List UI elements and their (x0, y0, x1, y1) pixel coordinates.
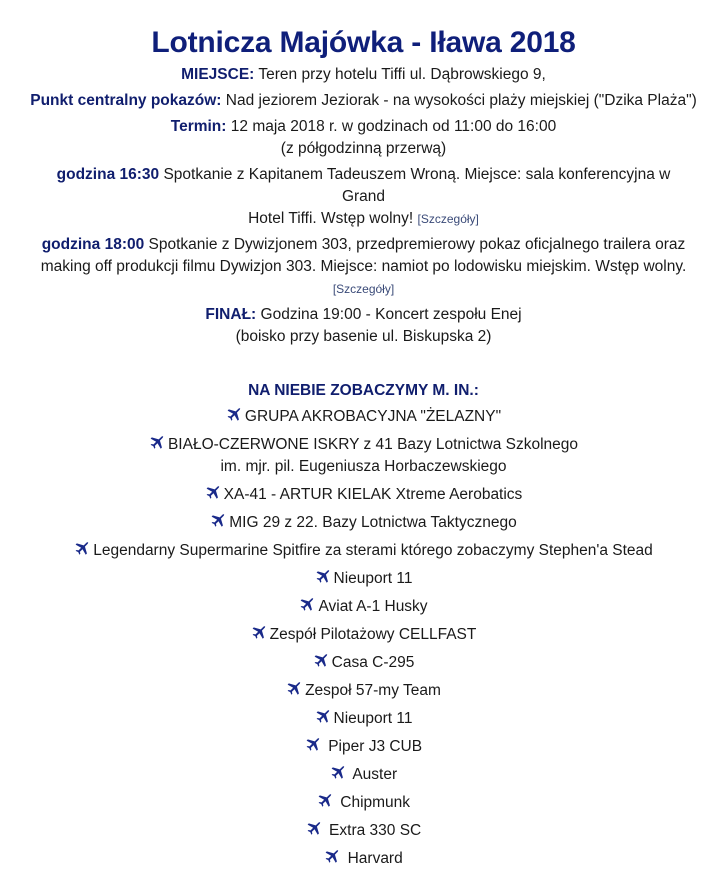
event-1800-text-2: making off produkcji filmu Dywizjon 303. Miejsce: namiot po lodowisku miejskim. Wstęp wolny. (40, 258, 687, 275)
date-label: Termin: (170, 118, 227, 135)
event-1630-text-2: Hotel Tiffi. Wstęp wolny! (248, 210, 414, 227)
center-point-value: Nad jeziorem Jeziorak - na wysokości plaży miejskiej ("Dzika Plaża") (225, 92, 697, 109)
plane-icon (313, 653, 329, 669)
event-1630-details-link[interactable]: [Szczegóły] (417, 212, 479, 226)
list-item (0, 764, 727, 786)
final-label: FINAŁ: (205, 306, 257, 323)
aircraft-name: Extra 330 SC (324, 822, 422, 839)
aircraft-name: Chipmunk (335, 794, 411, 811)
sky-heading: NA NIEBIE ZOBACZYMY M. IN.: (248, 382, 479, 399)
aircraft-name-continued: im. mjr. pil. Eugeniusza Horbaczewskiego (220, 458, 507, 475)
plane-icon (251, 625, 267, 641)
aircraft-name: MIG 29 z 22. Bazy Lotnictwa Taktycznego (229, 514, 517, 531)
aircraft-name: Zespoł 57-my Team (305, 682, 441, 699)
event-1800-details-link[interactable]: [Szczegóły] (332, 282, 395, 296)
aircraft-name: Piper J3 CUB (323, 738, 423, 755)
plane-icon (315, 709, 331, 725)
list-item (0, 848, 727, 870)
aircraft-name: BIAŁO-CZERWONE ISKRY z 41 Bazy Lotnictwa Szkolnego (167, 436, 579, 453)
plane-icon (305, 737, 321, 753)
venue-block (0, 64, 727, 86)
plane-icon (210, 513, 226, 529)
plane-icon (149, 435, 165, 451)
aircraft-name: Auster (348, 766, 398, 783)
aircraft-name: Harvard (343, 850, 403, 867)
list-item (0, 652, 727, 674)
aircraft-name: GRUPA AKROBACYJNA "ŻELAZNY" (244, 408, 502, 425)
list-item (0, 434, 727, 478)
list-item (0, 792, 727, 814)
plane-icon (324, 849, 340, 865)
plane-icon (306, 821, 322, 837)
date-value: 12 maja 2018 r. w godzinach od 11:00 do 16:00 (230, 118, 557, 135)
date-note: (z półgodzinną przerwą) (280, 140, 447, 157)
plane-icon (286, 681, 302, 697)
venue-label: MIEJSCE: (181, 66, 255, 83)
plane-icon (205, 485, 221, 501)
list-item (0, 540, 727, 562)
list-item (0, 512, 727, 534)
venue-value: Teren przy hotelu Tiffi ul. Dąbrowskiego 9, (258, 66, 546, 83)
plane-icon (317, 793, 333, 809)
final-value: Godzina 19:00 - Koncert zespołu Enej (260, 306, 522, 323)
final-block (0, 304, 727, 348)
plane-icon (315, 569, 331, 585)
list-item (0, 484, 727, 506)
list-item (0, 820, 727, 842)
plane-icon (74, 541, 90, 557)
aircraft-name: Aviat A-1 Husky (318, 598, 428, 615)
event-1630-block (0, 164, 727, 230)
event-1630-text-1: Spotkanie z Kapitanem Tadeuszem Wroną. Miejsce: sala konferencyjna w Grand (163, 166, 671, 205)
list-item (0, 736, 727, 758)
list-item (0, 708, 727, 730)
aircraft-name: Casa C-295 (331, 654, 415, 671)
plane-icon (299, 597, 315, 613)
event-1800-block (0, 234, 727, 300)
center-point-label: Punkt centralny pokazów: (30, 92, 222, 109)
list-item (0, 680, 727, 702)
page-title: Lotnicza Majówka - Iława 2018 (151, 26, 576, 59)
list-item (0, 624, 727, 646)
date-block (0, 116, 727, 160)
center-point-block (0, 90, 727, 112)
event-1800-label: godzina 18:00 (41, 236, 145, 253)
plane-icon (330, 765, 346, 781)
aircraft-name: Zespół Pilotażowy CELLFAST (269, 626, 477, 643)
list-item (0, 568, 727, 590)
list-item (0, 406, 727, 428)
event-1630-label: godzina 16:30 (56, 166, 160, 183)
aircraft-name: Nieuport 11 (333, 710, 413, 727)
aircraft-name: XA-41 - ARTUR KIELAK Xtreme Aerobatics (223, 486, 523, 503)
aircraft-name: Nieuport 11 (333, 570, 413, 587)
list-item (0, 596, 727, 618)
sky-list (0, 406, 727, 870)
plane-icon (226, 407, 242, 423)
event-1800-text-1: Spotkanie z Dywizjonem 303, przedpremierowy pokaz oficjalnego trailera oraz (148, 236, 686, 253)
final-note: (boisko przy basenie ul. Biskupska 2) (235, 328, 492, 345)
aircraft-name: Legendarny Supermarine Spitfire za sterami którego zobaczymy Stephen'a Stead (93, 542, 653, 559)
